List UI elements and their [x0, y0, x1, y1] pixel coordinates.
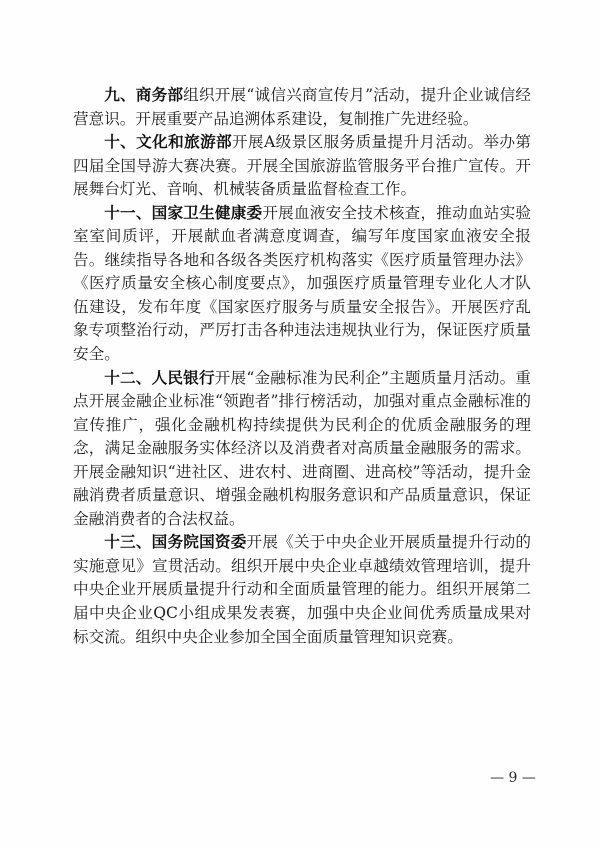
paragraph-heading: 十、文化和旅游部 [104, 133, 233, 152]
paragraph-heading: 九、商务部 [104, 86, 184, 104]
paragraph-text: 开展A级景区服务质量提升月活动。举办第四届全国导游大赛决赛。开展全国旅游监管服务平台推广宣传。开展舞台灯光、音响、机械装备质量监督检查工作。 [73, 133, 531, 199]
paragraph-health [73, 202, 531, 367]
paragraph-text: 组织开展“诚信兴商宣传月”活动，提升企业诚信经营意识。开展重要产品追溯体系建设，复制推广先进经验。 [73, 86, 531, 128]
paragraph-commerce [73, 84, 531, 131]
paragraph-text: 开展血液安全技术核查，推动血站实验室室间质评，开展献血者满意度调查，编写年度国家血液安全报告。继续指导各地和各级各类医疗机构落实《医疗质量管理办法》《医疗质量安全核心制度要点》，加强医疗质量管理专业化人才队伍建设，发布年度《国家医疗服务与质量安全报告》。开展医疗乱象专项整治行动，严厉打击各种违法违规执业行为，保证医疗质量安全。 [73, 203, 531, 364]
paragraph-sasac [73, 531, 531, 649]
page-number: — 9 — [490, 770, 536, 786]
paragraph-heading: 十三、国务院国资委 [104, 533, 247, 552]
paragraph-culture-tourism [73, 131, 531, 202]
paragraph-text: 开展“金融标准为民利企”主题质量月活动。重点开展金融企业标准“领跑者”排行榜活动，加强对重点金融标准的宣传推广，强化金融机构持续提供为民利企的优质金融服务的理念，满足金融服务实体经济以及消费者对高质量金融服务的需求。开展金融知识“进社区、进农村、进商圈、进高校”等活动，提升金融消费者质量意识、增强金融机构服务意识和产品质量意识，保证金融消费者的合法权益。 [73, 368, 531, 528]
paragraph-central-bank [73, 367, 531, 532]
paragraph-heading: 十二、人民银行 [104, 368, 215, 387]
document-body [73, 84, 531, 649]
paragraph-heading: 十一、国家卫生健康委 [104, 203, 263, 222]
paragraph-text: 开展《关于中央企业开展质量提升行动的实施意见》宣贯活动。组织开展中央企业卓越绩效管理培训，提升中央企业开展质量提升行动和全面质量管理的能力。组织开展第二届中央企业QC小组成果发表赛，加强中央企业间优秀质量成果对标交流。组织中央企业参加全国全面质量管理知识竞赛。 [73, 533, 531, 646]
